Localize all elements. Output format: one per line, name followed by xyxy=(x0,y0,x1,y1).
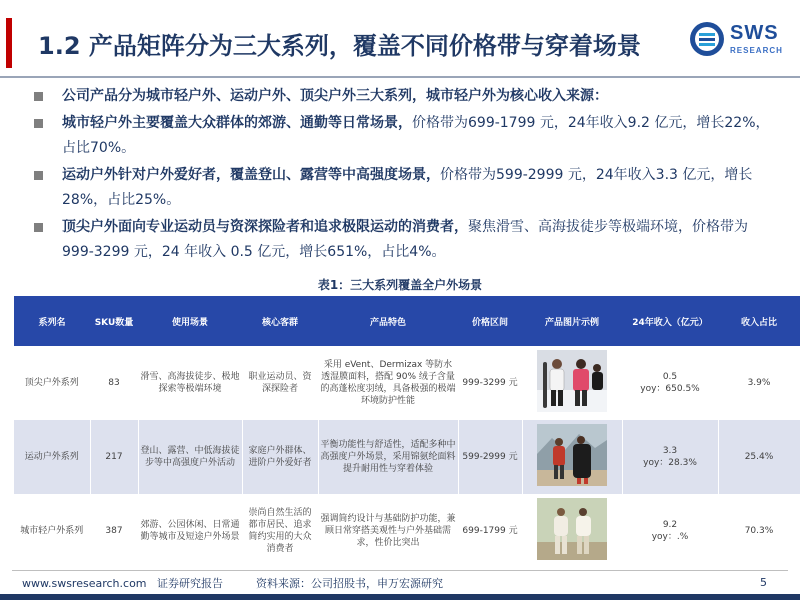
customers-cell: 职业运动员、资深探险者 xyxy=(242,346,318,420)
header-cell: 使用场景 xyxy=(138,296,242,346)
header-cell: 核心客群 xyxy=(242,296,318,346)
features-cell: 采用 eVent、Dermizax 等防水透湿膜面料，搭配 90% 绒子含量的高蓬松度羽绒，具备极强的极端环境防护性能 xyxy=(318,346,458,420)
logo-subtext: RESEARCH xyxy=(730,46,783,55)
revenue-yoy: yoy：650.5% xyxy=(640,384,700,394)
scene-cell: 郊游、公园休闲、日常通勤等城市及短途户外场景 xyxy=(138,494,242,568)
header-cell: 系列名 xyxy=(14,296,90,346)
title-accent-bar xyxy=(6,18,12,68)
photo-city-models xyxy=(537,498,607,560)
revenue-cell xyxy=(622,494,718,568)
page-title: 1.2 产品矩阵分为三大系列，覆盖不同价格带与穿着场景 xyxy=(38,32,641,60)
revenue-cell xyxy=(622,420,718,494)
page-number: 5 xyxy=(760,576,767,589)
footer-source: 资料来源：公司招股书，申万宏源研究 xyxy=(256,577,443,590)
header-cell: 产品图片示例 xyxy=(522,296,622,346)
header-cell: 24年收入（亿元） xyxy=(622,296,718,346)
share-cell: 3.9% xyxy=(718,346,800,420)
bullet-square-icon xyxy=(34,92,43,101)
bullet-item xyxy=(30,111,775,161)
logo-text: SWS xyxy=(730,22,779,44)
features-cell: 强调简约设计与基础防护功能，兼顾日常穿搭美观性与户外基础需求，性价比突出 xyxy=(318,494,458,568)
table-row xyxy=(14,494,800,568)
series-cell: 运动户外系列 xyxy=(14,420,90,494)
price-cell: 699-1799 元 xyxy=(458,494,522,568)
scene-cell: 登山、露营、中低海拔徒步等中高强度户外活动 xyxy=(138,420,242,494)
customers-cell: 崇尚自然生活的都市居民、追求简约实用的大众消费者 xyxy=(242,494,318,568)
bullet-item xyxy=(30,84,775,109)
title-bar xyxy=(0,0,800,80)
photo-cell xyxy=(522,420,622,494)
sws-logo xyxy=(688,20,784,60)
revenue-yoy: yoy：28.3% xyxy=(643,458,697,468)
features-cell: 平衡功能性与舒适性，适配多种中高强度户外场景，采用锦氨纶面料提升耐用性与穿着体验 xyxy=(318,420,458,494)
price-cell: 999-3299 元 xyxy=(458,346,522,420)
series-cell: 顶尖户外系列 xyxy=(14,346,90,420)
footer-left xyxy=(22,575,223,591)
sws-logo-icon xyxy=(688,20,726,58)
photo-cell xyxy=(522,346,622,420)
bullet-bold-text: 顶尖户外面向专业运动员与资深探险者和追求极限运动的消费者， xyxy=(62,219,468,235)
share-cell: 25.4% xyxy=(718,420,800,494)
table-row xyxy=(14,420,800,494)
revenue-value: 9.2 xyxy=(662,520,678,530)
bullet-bold-text: 公司产品分为城市轻户外、运动户外、顶尖户外三大系列，城市轻户外为核心收入来源： xyxy=(62,88,608,104)
bullet-bold-text: 城市轻户外主要覆盖大众群体的郊游、通勤等日常场景， xyxy=(62,115,412,131)
revenue-yoy: yoy：.% xyxy=(651,532,689,542)
share-cell: 70.3% xyxy=(718,494,800,568)
photo-skiing-models xyxy=(537,350,607,412)
bullet-text: 价格带为599-2999 元，24年收入3.3 亿元，增长28%，占比25%。 xyxy=(62,167,753,208)
series-cell: 城市轻户外系列 xyxy=(14,494,90,568)
header-cell: 收入占比 xyxy=(718,296,800,346)
header-divider xyxy=(0,76,800,78)
revenue-cell xyxy=(622,346,718,420)
sku-cell: 83 xyxy=(90,346,138,420)
header-cell: 价格区间 xyxy=(458,296,522,346)
header-cell: 产品特色 xyxy=(318,296,458,346)
table-row xyxy=(14,346,800,420)
revenue-value: 0.5 xyxy=(662,372,678,382)
bullet-square-icon xyxy=(34,223,43,232)
product-series-table xyxy=(14,296,800,568)
table-header-row xyxy=(14,296,800,346)
footer-divider xyxy=(12,570,788,571)
price-cell: 599-2999 元 xyxy=(458,420,522,494)
bullet-text: 聚焦滑雪、高海拔徒步等极端环境，价格带为999-3299 元，24 年收入 0.5 亿元，增长651%，占比4%。 xyxy=(62,219,748,260)
bullet-bold-text: 运动户外针对户外爱好者，覆盖登山、露营等中高强度场景， xyxy=(62,167,440,183)
footer-website-link[interactable]: www.swsresearch.com xyxy=(22,577,147,590)
header-cell: SKU数量 xyxy=(90,296,138,346)
sku-cell: 387 xyxy=(90,494,138,568)
bullet-text: 价格带为699-1799 元，24年收入9.2 亿元，增长22%，占比70%。 xyxy=(62,115,770,156)
bullet-item xyxy=(30,163,775,213)
footer-report-label: 证券研究报告 xyxy=(157,577,224,590)
customers-cell: 家庭户外群体、进阶户外爱好者 xyxy=(242,420,318,494)
revenue-value: 3.3 xyxy=(662,446,678,456)
table-caption: 表1：三大系列覆盖全户外场景 xyxy=(317,278,483,292)
bottom-band xyxy=(0,594,800,600)
photo-cell xyxy=(522,494,622,568)
sku-cell: 217 xyxy=(90,420,138,494)
bullet-square-icon xyxy=(34,171,43,180)
bullet-list xyxy=(30,84,775,267)
bullet-item xyxy=(30,215,775,265)
photo-hiking-models xyxy=(537,424,607,486)
scene-cell: 滑雪、高海拔徒步、极地探索等极端环境 xyxy=(138,346,242,420)
bullet-square-icon xyxy=(34,119,43,128)
